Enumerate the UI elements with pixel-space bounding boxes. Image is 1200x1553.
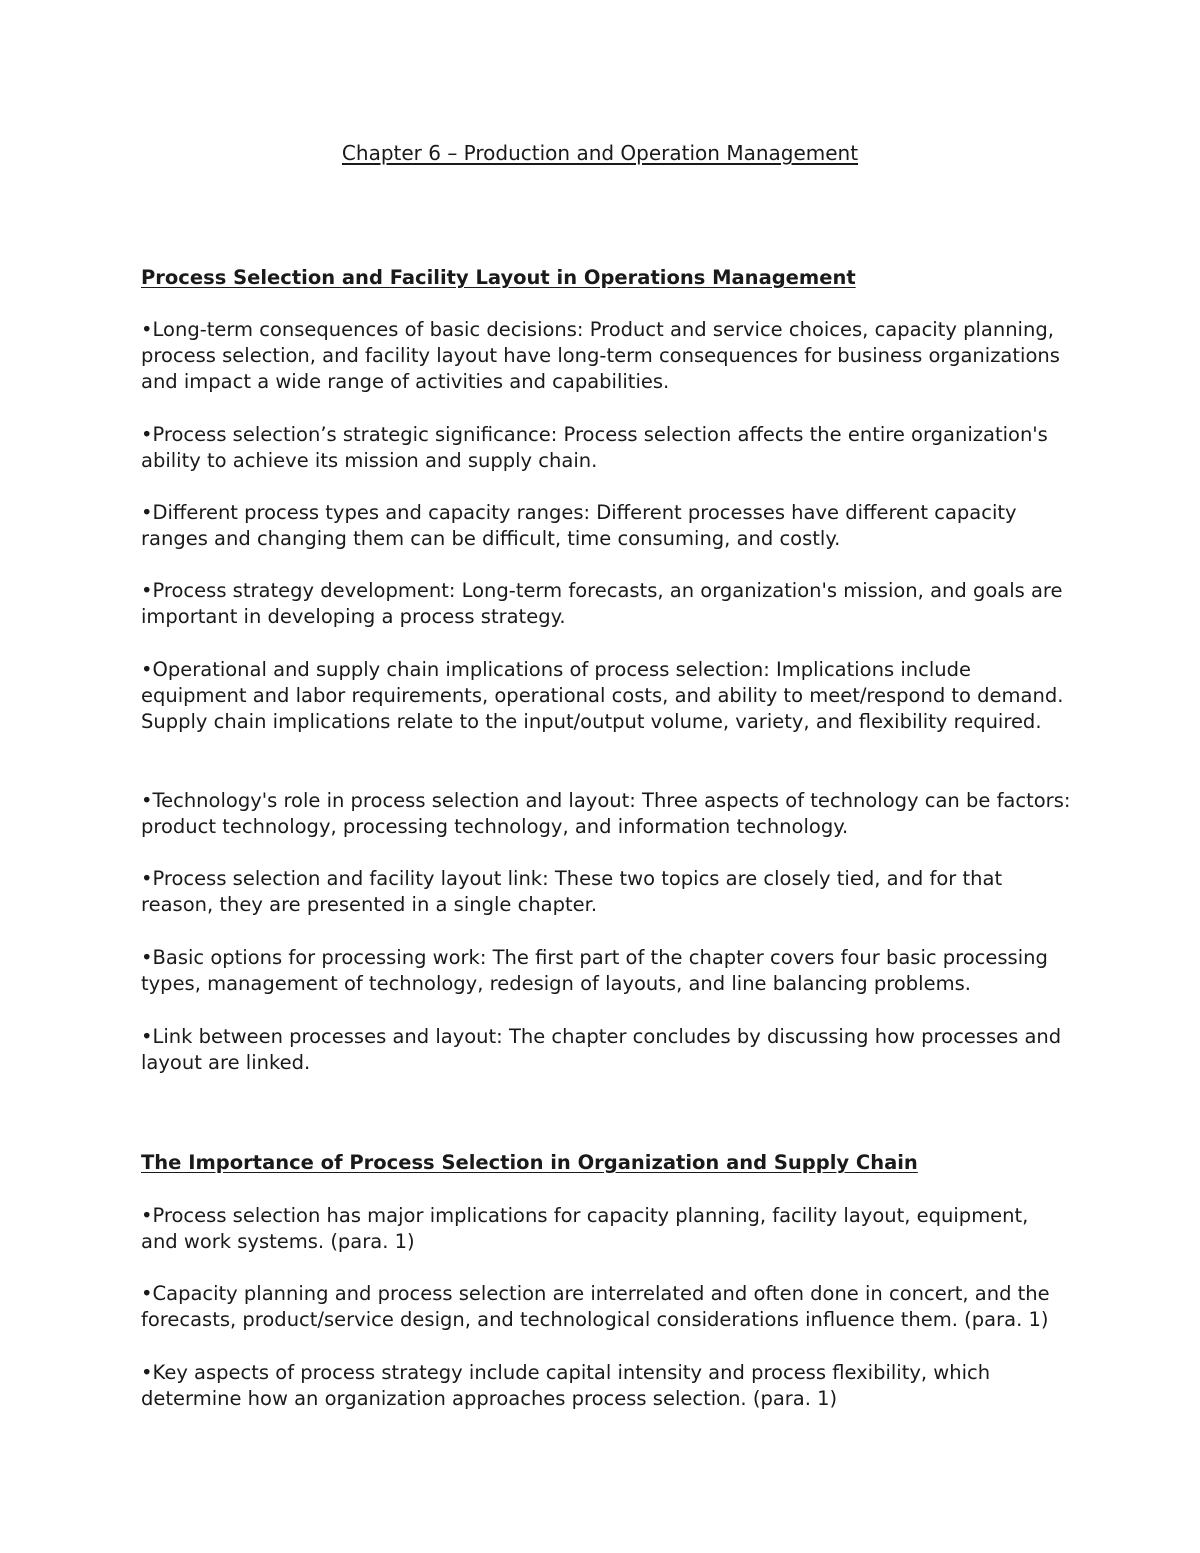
bullet-basic-processing-options: •Basic options for processing work: The first part of the chapter covers four basic processing types, management of technology, redesign of layouts, and line balancing problems.: [141, 946, 1048, 996]
bullet-processes-layout-link: •Link between processes and layout: The chapter concludes by discussing how processes and layout are linked.: [141, 1025, 1062, 1075]
bullet-technology-role: •Technology's role in process selection and layout: Three aspects of technology can be factors: product technology, processing technology, and information technology.: [141, 789, 1071, 839]
section-heading-process-selection-facility-layout: Process Selection and Facility Layout in Operations Management: [141, 266, 856, 289]
bullet-major-implications: •Process selection has major implications for capacity planning, facility layout, equipment, and work systems. (para. 1): [141, 1204, 1029, 1254]
bullet-capacity-planning-interrelated: •Capacity planning and process selection are interrelated and often done in concert, and the forecasts, product/service design, and technological considerations influence them. (para. 1): [141, 1282, 1050, 1332]
document-title: Chapter 6 – Production and Operation Management: [341, 141, 859, 165]
bullet-long-term-consequences: •Long-term consequences of basic decisions: Product and service choices, capacity planning, process selection, and facility layout have long-term consequences for business organizations and impact a wide range of activities and capabilities.: [141, 318, 1060, 394]
bullet-process-strategy-development: •Process strategy development: Long-term forecasts, an organization's mission, and goals are important in developing a process strategy.: [141, 579, 1063, 629]
section-heading-importance-process-selection: The Importance of Process Selection in Organization and Supply Chain: [141, 1151, 918, 1174]
bullet-key-aspects-process-strategy: •Key aspects of process strategy include capital intensity and process flexibility, which determine how an organization approaches process selection. (para. 1): [141, 1361, 991, 1411]
bullet-process-types-capacity: •Different process types and capacity ranges: Different processes have different capacity ranges and changing them can be difficult, time consuming, and costly.: [141, 501, 1017, 551]
bullet-selection-layout-link: •Process selection and facility layout link: These two topics are closely tied, and for that reason, they are presented in a single chapter.: [141, 867, 1003, 917]
bullet-strategic-significance: •Process selection’s strategic significance: Process selection affects the entire organization's ability to achieve its mission and supply chain.: [141, 423, 1048, 473]
bullet-operational-supply-chain-implications: •Operational and supply chain implications of process selection: Implications include equipment and labor requirements, operational costs, and ability to meet/respond to demand. Supply chain implications relate to the input/output volume, variety, and flexibility required.: [141, 658, 1064, 734]
